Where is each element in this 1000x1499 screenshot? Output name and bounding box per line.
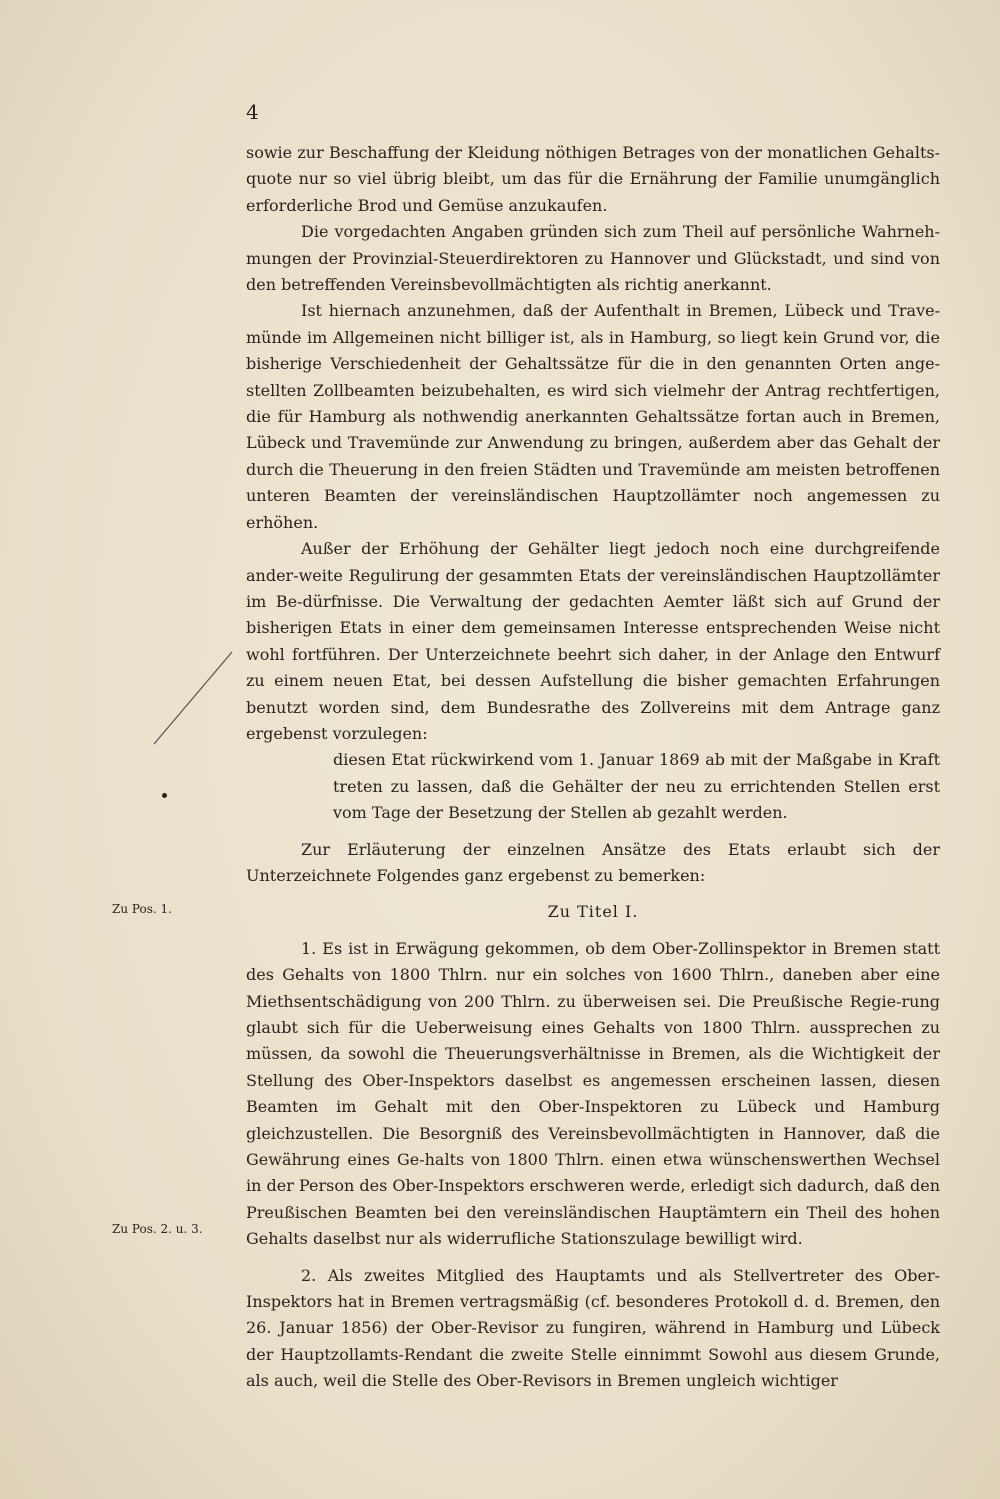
paragraph: Zur Erläuterung der einzelnen Ansätze des Etats erlaubt sich der Unterzeichnete Folgendes ganz ergebenst zu bemerken: <box>246 839 940 885</box>
motion-quote: diesen Etat rückwirkend vom 1. Januar 1869 ab mit der Maßgabe in Kraft treten zu lassen, daß die Gehälter der neu zu errichtenden Stellen erst vom Tage der Besetzung der Stellen ab gezahlt werden. <box>333 750 940 823</box>
pencil-margin-mark <box>150 648 240 748</box>
paragraph: Die vorgedachten Angaben gründen sich zum Theil auf persönliche Wahrneh-mungen der Provinzial-Steuerdirektoren zu Hannover und Glückstadt, und sind von den betreffenden Vereinsbevollmächtigten als richtig anerkannt. <box>246 222 940 295</box>
page-number: 4 <box>246 100 259 124</box>
paragraph: sowie zur Beschaffung der Kleidung nöthigen Betrages von der monatlichen Gehalts-quote nur so viel übrig bleibt, um das für die Ernährung der Familie unumgänglich erforderliche Brod und Gemüse anzukaufen. <box>246 143 940 215</box>
paragraph: Außer der Erhöhung der Gehälter liegt jedoch noch eine durchgreifende ander-weite Regulirung der gesammten Etats der vereinsländischen Hauptzollämter im Be-dürfnisse. Die Verwaltung der gedachten Aemter läßt sich auf Grund der bisherigen Etats in einer dem gemeinsamen Interesse entsprechenden Weise nicht wohl fortführen. Der Unterzeichnete beehrt sich daher, in der Anlage den Entwurf zu einem neuen Etat, bei dessen Aufstellung die bisher gemachten Erfahrungen benutzt worden sind, dem Bundesrathe des Zollvereins mit dem Antrage ganz ergebenst vorzulegen: <box>246 539 940 743</box>
side-note-pos-2-3: Zu Pos. 2. u. 3. <box>112 1222 203 1236</box>
paragraph: 2. Als zweites Mitglied des Hauptamts und als Stellvertreter des Ober-Inspektors hat in Bremen vertragsmäßig (cf. besonderes Protokoll d. d. Bremen, den 26. Januar 1856) der Ober-Revisor zu fungiren, während in Hamburg und Lübeck der Hauptzollamts-Rendant die zweite Stelle einnimmt Sowohl aus diesem Grunde, als auch, weil die Stelle des Ober-Revisors in Bremen ungleich wichtiger <box>246 1265 940 1391</box>
paragraph: 1. Es ist in Erwägung gekommen, ob dem Ober-Zollinspektor in Bremen statt des Gehalts von 1800 Thlrn. nur ein solches von 1600 Thlrn., daneben aber eine Miethsentschädigung von 200 Thlrn. zu überweisen sei. Die Preußische Regie-rung glaubt sich für die Ueberweisung eines Gehalts von 1800 Thlrn. aussprechen zu müssen, da sowohl die Theuerungsverhältnisse in Bremen, als die Wichtigkeit der Stellung des Ober-Inspektors daselbst es angemessen erscheinen lassen, diesen Beamten im Gehalt mit den Ober-Inspektoren zu Lübeck und Hamburg gleichzustellen. Die Besorgniß des Vereinsbevollmächtigten in Hannover, daß die Gewährung eines Ge-halts von 1800 Thlrn. einen etwa wünschenswerthen Wechsel in der Person des Ober-Inspektors erschweren werde, erledigt sich dadurch, daß den Preußischen Beamten bei den vereinsländischen Hauptämtern ein Theil des hohen Gehalts daselbst nur als widerrufliche Stationszulage bewilligt wird. <box>246 938 940 1249</box>
section-heading: Zu Titel I. <box>547 902 639 922</box>
ink-dot <box>162 793 167 798</box>
side-note-pos-1: Zu Pos. 1. <box>112 902 172 916</box>
paragraph: Ist hiernach anzunehmen, daß der Aufenthalt in Bremen, Lübeck und Trave-münde im Allgemeinen nicht billiger ist, als in Hamburg, so liegt kein Grund vor, die bisherige Verschiedenheit der Gehaltssätze für die in den genannten Orten ange-stellten Zollbeamten beizubehalten, es wird sich vielmehr der Antrag rechtfertigen, die für Hamburg als nothwendig anerkannten Gehaltssätze fortan auch in Bremen, Lübeck und Travemünde zur Anwendung zu bringen, außerdem aber das Gehalt der durch die Theuerung in den freien Städten und Travemünde am meisten betroffenen unteren Beamten der vereinsländischen Hauptzollämter noch angemessen zu erhöhen. <box>246 301 940 532</box>
body-text <box>246 140 940 1395</box>
